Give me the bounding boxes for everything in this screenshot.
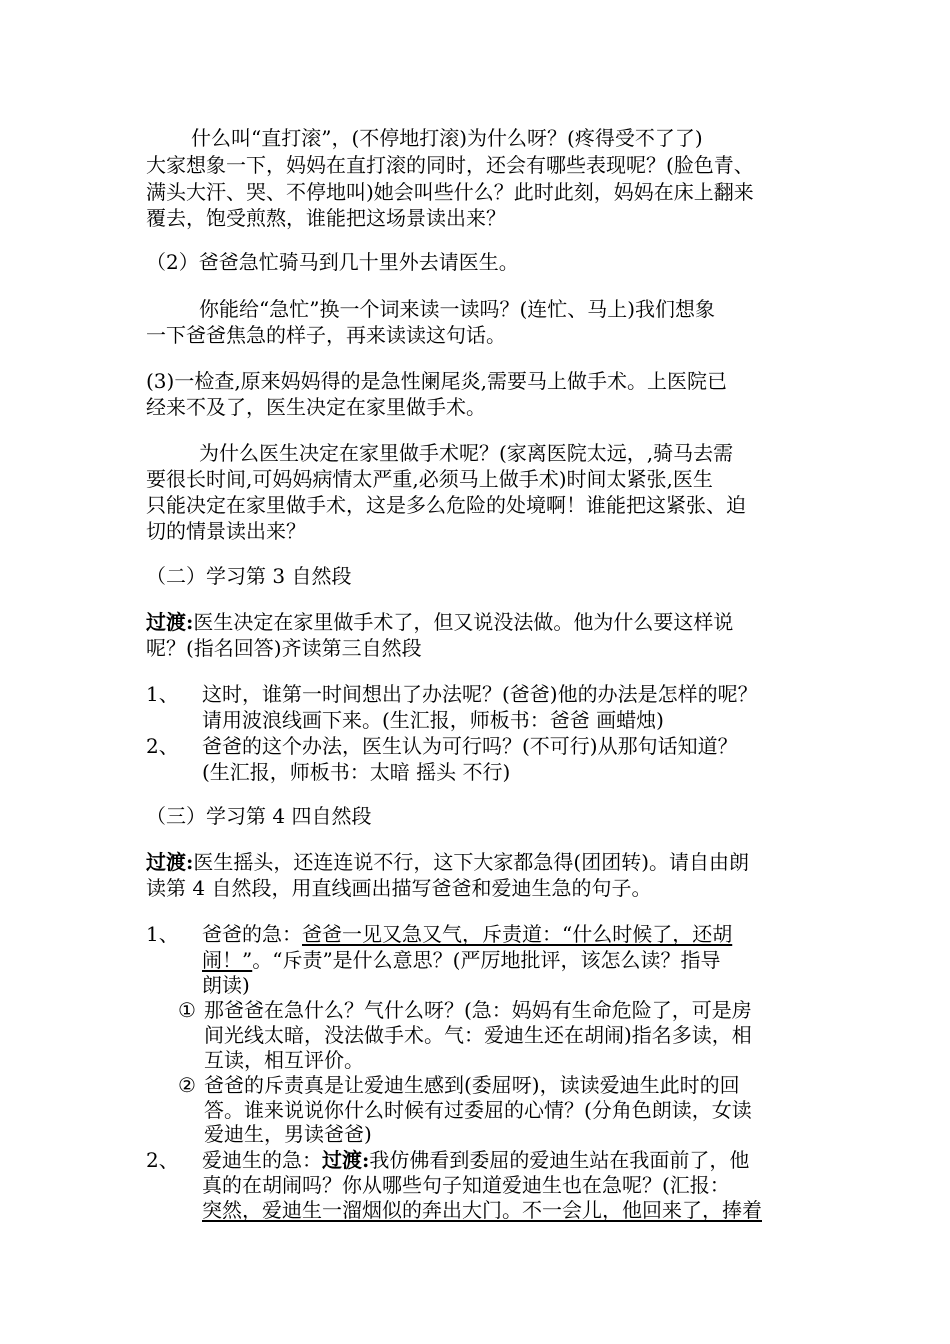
- paragraph-line: (3)一检查,原来妈妈得的是急性阑尾炎,需要马上做手术。上医院已: [146, 369, 728, 393]
- transition-text: 医生决定在家里做手术了，但又说没法做。他为什么要这样说: [193, 610, 734, 634]
- sub-item-line: 那爸爸在急什么？气什么呀？(急：妈妈有生命危险了，可是房: [204, 998, 752, 1022]
- paragraph-line: 经来不及了，医生决定在家里做手术。: [146, 395, 486, 419]
- sub-item-marker: ②: [178, 1073, 196, 1097]
- paragraph-line: 什么叫“直打滚”，(不停地打滚)为什么呀？(疼得受不了了): [191, 126, 703, 150]
- list-number: 2、: [146, 734, 179, 758]
- item-prefix: 爸爸的急：: [202, 922, 302, 946]
- item-prefix: 爱迪生的急：: [202, 1148, 322, 1172]
- list-number: 1、: [146, 682, 179, 706]
- paragraph-line: 你能给“急忙”换一个词来读一读吗？(连忙、马上)我们想象: [199, 297, 716, 321]
- list-number: 2、: [146, 1148, 179, 1172]
- section-heading: （二）学习第 3 自然段: [146, 564, 352, 588]
- paragraph-line: 要很长时间,可妈妈病情太严重,必须马上做手术)时间太紧张,医生: [146, 467, 713, 491]
- item-text: 我仿佛看到委屈的爱迪生站在我面前了，他: [369, 1148, 750, 1172]
- sub-item-line: 答。谁来说说你什么时候有过委屈的心情？(分角色朗读，女读: [204, 1098, 752, 1122]
- paragraph-line: 覆去，饱受煎熬，谁能把这场景读出来？: [146, 206, 506, 230]
- sub-item-line: 间光线太暗，没法做手术。气：爱迪生还在胡闹)指名多读，相: [204, 1023, 752, 1047]
- paragraph-line: 大家想象一下，妈妈在直打滚的同时，还会有哪些表现呢？(脸色青、: [146, 153, 754, 177]
- transition-label: 过渡:: [322, 1148, 370, 1172]
- transition-label: 过渡:: [146, 610, 194, 634]
- list-item-line: [202, 948, 721, 972]
- sub-item-line: 互读，相互评价。: [204, 1048, 364, 1072]
- list-item-line: (生汇报，师板书：太暗 摇头 不行): [202, 760, 511, 784]
- list-item-line: [202, 1148, 749, 1172]
- list-item-line: 请用波浪线画下来。(生汇报，师板书：爸爸 画蜡烛): [202, 708, 664, 732]
- paragraph-line: 满头大汗、哭、不停地叫)她会叫些什么？此时此刻，妈妈在床上翻来: [146, 180, 754, 204]
- paragraph-line: 只能决定在家里做手术，这是多么危险的处境啊！谁能把这紧张、迫: [146, 493, 746, 517]
- list-item-line: 真的在胡闹吗？你从哪些句子知道爱迪生也在急呢？(汇报：: [202, 1173, 730, 1197]
- sub-item-line: 爸爸的斥责真是让爱迪生感到(委屈呀)，读读爱迪生此时的回: [204, 1073, 740, 1097]
- list-item-line: 朗读): [202, 973, 250, 997]
- transition-label: 过渡:: [146, 850, 194, 874]
- paragraph-line: 读第 4 自然段，用直线画出描写爸爸和爱迪生急的句子。: [146, 876, 652, 900]
- sub-item-marker: ①: [178, 998, 196, 1022]
- paragraph-line: 呢？(指名回答)齐读第三自然段: [146, 636, 422, 660]
- underlined-quote: 突然，爱迪生一溜烟似的奔出大门。不一会儿，他回来了，捧着: [202, 1198, 762, 1222]
- paragraph-line: 一下爸爸焦急的样子，再来读读这句话。: [146, 323, 506, 347]
- list-number: 1、: [146, 922, 179, 946]
- paragraph-line: 为什么医生决定在家里做手术呢？(家离医院太远，,骑马去需: [199, 441, 734, 465]
- list-item-line: [202, 922, 732, 946]
- list-item-line: 这时，谁第一时间想出了办法呢？(爸爸)他的办法是怎样的呢？: [202, 682, 758, 706]
- item-heading: （2）爸爸急忙骑马到几十里外去请医生。: [146, 250, 519, 274]
- sub-item-line: 爱迪生，男读爸爸): [204, 1122, 372, 1146]
- section-heading: （三）学习第 4 四自然段: [146, 804, 372, 828]
- underlined-quote: 闹！”: [202, 948, 253, 972]
- transition-text: 医生摇头，还连连说不行，这下大家都急得(团团转)。请自由朗: [193, 850, 749, 874]
- underlined-quote: 爸爸一见又急又气，斥责道：“什么时候了，还胡: [302, 922, 733, 946]
- transition-line: [146, 850, 749, 874]
- paragraph-line: 切的情景读出来？: [146, 519, 306, 543]
- transition-line: [146, 610, 733, 634]
- list-item-line: 爸爸的这个办法，医生认为可行吗？(不可行)从那句话知道？: [202, 734, 738, 758]
- item-text: 。“斥责”是什么意思？(严厉地批评，该怎么读？指导: [252, 948, 721, 972]
